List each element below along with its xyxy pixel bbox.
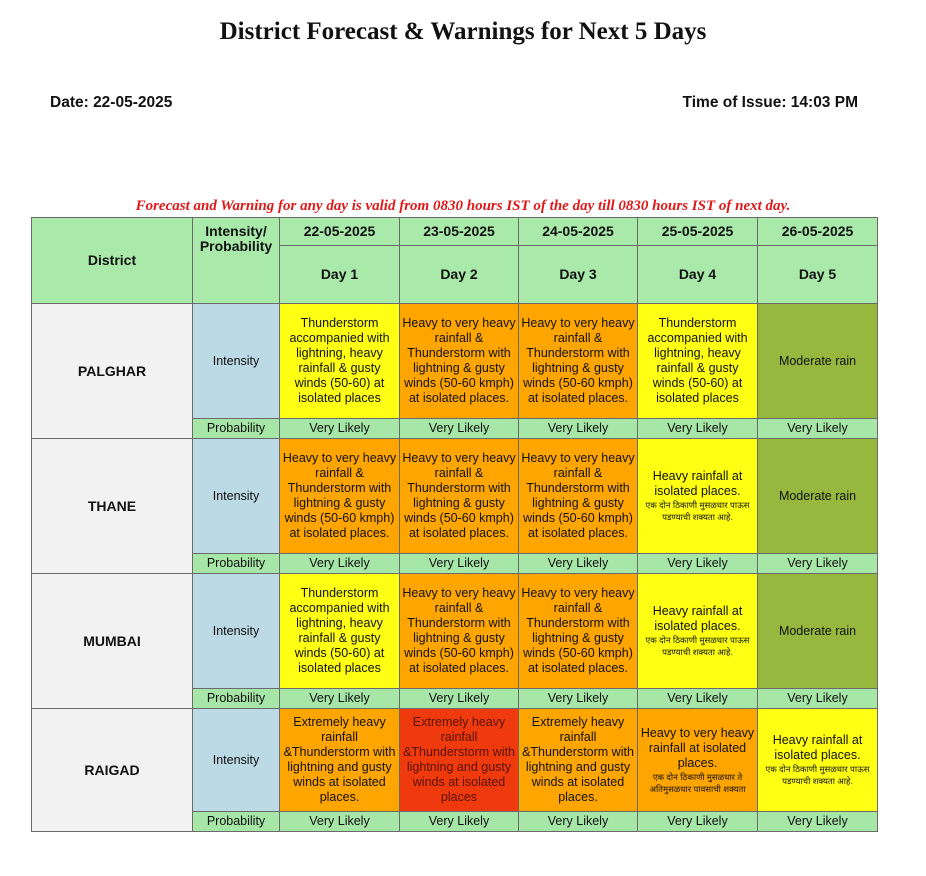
forecast-cell bbox=[519, 709, 638, 812]
probability-value: Very Likely bbox=[638, 689, 758, 709]
forecast-text: Extremely heavy rainfall &Thunderstorm with lightning and gusty winds at isolated places. bbox=[283, 715, 396, 804]
forecast-cell bbox=[758, 709, 878, 812]
forecast-marathi-text: एक दोन ठिकाणी मुसळधार ते अतिमुसळधार पावसाची शक्यता bbox=[649, 771, 746, 794]
probability-value: Very Likely bbox=[280, 419, 400, 439]
probability-value: Very Likely bbox=[280, 689, 400, 709]
probability-value: Very Likely bbox=[519, 689, 638, 709]
probability-value: Very Likely bbox=[638, 812, 758, 832]
forecast-cell bbox=[400, 574, 519, 689]
intensity-label: Intensity bbox=[193, 439, 280, 554]
date-header: 22-05-2025 bbox=[280, 218, 400, 246]
probability-label: Probability bbox=[193, 554, 280, 574]
day-header: Day 4 bbox=[638, 246, 758, 304]
probability-value: Very Likely bbox=[400, 419, 519, 439]
day-header: Day 5 bbox=[758, 246, 878, 304]
date-header: 25-05-2025 bbox=[638, 218, 758, 246]
forecast-text: Heavy rainfall at isolated places. bbox=[652, 469, 743, 498]
probability-value: Very Likely bbox=[519, 554, 638, 574]
forecast-cell bbox=[280, 439, 400, 554]
forecast-cell bbox=[400, 709, 519, 812]
day-header: Day 1 bbox=[280, 246, 400, 304]
forecast-marathi-text: एक दोन ठिकाणी मुसळधार पाऊस पडण्याची शक्यता आहे. bbox=[645, 635, 750, 657]
forecast-text: Extremely heavy rainfall &Thunderstorm with lightning and gusty winds at isolated places. bbox=[522, 715, 634, 804]
issue-time: Time of Issue: 14:03 PM bbox=[682, 94, 858, 111]
forecast-text: Heavy rainfall at isolated places. bbox=[652, 604, 743, 633]
intensity-label: Intensity bbox=[193, 709, 280, 812]
intensity-label: Intensity bbox=[193, 304, 280, 419]
forecast-text: Heavy to very heavy rainfall & Thunderstorm with lightning & gusty winds (50-60 kmph) at isolated places. bbox=[282, 451, 397, 540]
forecast-cell bbox=[400, 439, 519, 554]
probability-value: Very Likely bbox=[519, 419, 638, 439]
forecast-cell bbox=[758, 304, 878, 419]
forecast-cell bbox=[519, 574, 638, 689]
district-name: RAIGAD bbox=[32, 709, 193, 832]
forecast-text: Heavy to very heavy rainfall & Thunderstorm with lightning & gusty winds (50-60 kmph) at isolated places. bbox=[402, 451, 516, 540]
forecast-text: Heavy to very heavy rainfall & Thunderstorm with lightning & gusty winds (50-60 kmph) at isolated places. bbox=[402, 316, 516, 405]
forecast-cell bbox=[758, 574, 878, 689]
probability-label: Probability bbox=[193, 419, 280, 439]
issue-date: Date: 22-05-2025 bbox=[50, 94, 173, 111]
page-title: District Forecast & Warnings for Next 5 Days bbox=[219, 18, 707, 45]
district-name: THANE bbox=[32, 439, 193, 574]
forecast-cell bbox=[519, 304, 638, 419]
probability-value: Very Likely bbox=[400, 554, 519, 574]
date-header: 23-05-2025 bbox=[400, 218, 519, 246]
forecast-text: Moderate rain bbox=[778, 623, 857, 638]
forecast-text: Thunderstorm accompanied with lightning, heavy rainfall & gusty winds (50-60) at isolated places bbox=[289, 586, 390, 675]
probability-value: Very Likely bbox=[280, 812, 400, 832]
forecast-cell bbox=[638, 439, 758, 554]
forecast-marathi-text: एक दोन ठिकाणी मुसळधार पाऊस पडण्याची शक्यता आहे. bbox=[765, 764, 870, 786]
validity-note: Forecast and Warning for any day is valid from 0830 hours IST of the day till 0830 hours IST of next day. bbox=[135, 198, 791, 214]
probability-value: Very Likely bbox=[758, 689, 878, 709]
forecast-text: Heavy to very heavy rainfall & Thunderstorm with lightning & gusty winds (50-60 kmph) at isolated places. bbox=[521, 316, 635, 405]
forecast-cell bbox=[280, 574, 400, 689]
forecast-text: Moderate rain bbox=[778, 488, 857, 503]
forecast-cell bbox=[280, 304, 400, 419]
probability-value: Very Likely bbox=[758, 812, 878, 832]
district-name: PALGHAR bbox=[32, 304, 193, 439]
probability-value: Very Likely bbox=[638, 419, 758, 439]
probability-value: Very Likely bbox=[400, 812, 519, 832]
day-header: Day 2 bbox=[400, 246, 519, 304]
forecast-text: Thunderstorm accompanied with lightning, heavy rainfall & gusty winds (50-60) at isolated places bbox=[289, 316, 390, 405]
district-name: MUMBAI bbox=[32, 574, 193, 709]
probability-value: Very Likely bbox=[280, 554, 400, 574]
forecast-text: Heavy to very heavy rainfall & Thunderstorm with lightning & gusty winds (50-60 kmph) at isolated places. bbox=[521, 586, 635, 675]
date-header: 24-05-2025 bbox=[519, 218, 638, 246]
forecast-text: Thunderstorm accompanied with lightning, heavy rainfall & gusty winds (50-60) at isolated places bbox=[647, 316, 748, 405]
forecast-text: Extremely heavy rainfall &Thunderstorm with lightning and gusty winds at isolated places bbox=[403, 715, 515, 804]
forecast-text: Heavy to very heavy rainfall at isolated places. bbox=[640, 725, 755, 770]
forecast-cell bbox=[280, 709, 400, 812]
forecast-cell bbox=[519, 439, 638, 554]
probability-value: Very Likely bbox=[638, 554, 758, 574]
probability-value: Very Likely bbox=[758, 554, 878, 574]
day-header: Day 3 bbox=[519, 246, 638, 304]
forecast-cell bbox=[638, 709, 758, 812]
forecast-table bbox=[31, 217, 878, 832]
forecast-cell bbox=[400, 304, 519, 419]
forecast-cell bbox=[758, 439, 878, 554]
probability-value: Very Likely bbox=[519, 812, 638, 832]
district-header: District bbox=[32, 218, 193, 304]
forecast-cell bbox=[638, 304, 758, 419]
forecast-text: Heavy to very heavy rainfall & Thunderstorm with lightning & gusty winds (50-60 kmph) at isolated places. bbox=[521, 451, 635, 540]
forecast-text: Moderate rain bbox=[778, 353, 857, 368]
probability-label: Probability bbox=[193, 689, 280, 709]
forecast-text: Heavy rainfall at isolated places. bbox=[772, 733, 863, 762]
forecast-text: Heavy to very heavy rainfall & Thunderstorm with lightning & gusty winds (50-60 kmph) at isolated places. bbox=[402, 586, 516, 675]
forecast-marathi-text: एक दोन ठिकाणी मुसळधार पाऊस पडण्याची शक्यता आहे. bbox=[645, 500, 750, 522]
intensity-label: Intensity bbox=[193, 574, 280, 689]
probability-label: Probability bbox=[193, 812, 280, 832]
date-header: 26-05-2025 bbox=[758, 218, 878, 246]
forecast-cell bbox=[638, 574, 758, 689]
probability-value: Very Likely bbox=[400, 689, 519, 709]
probability-value: Very Likely bbox=[758, 419, 878, 439]
intensity-probability-header: Intensity/ Probability bbox=[193, 218, 280, 304]
